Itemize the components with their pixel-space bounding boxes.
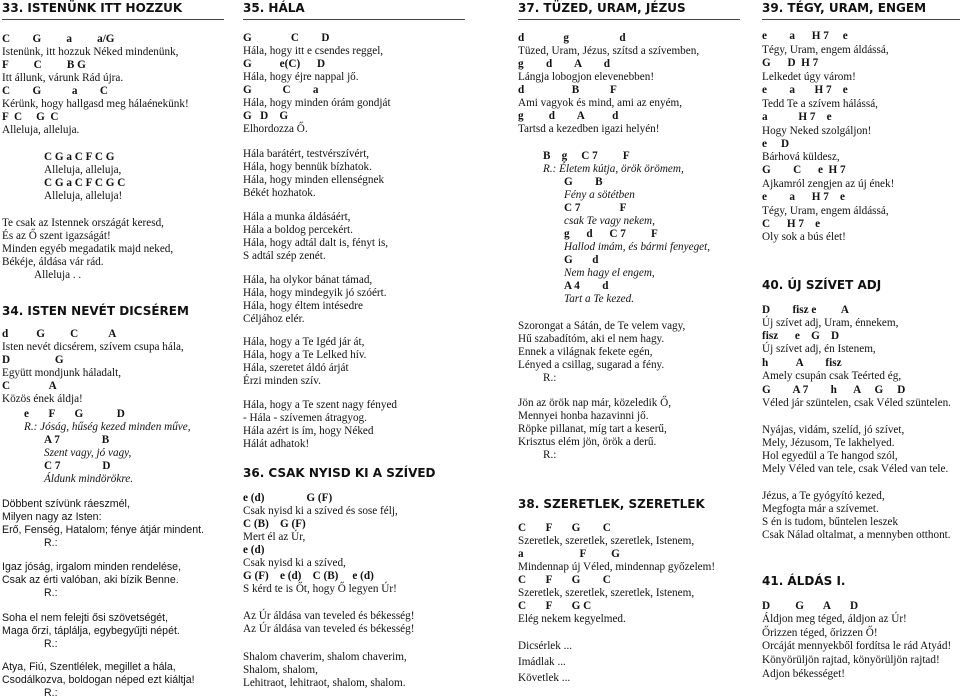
lyric-line: S én is tudom, bűntelen leszek: [762, 516, 899, 528]
chord-line: G C e H 7: [762, 164, 846, 176]
lyric-line: S kérd te is Őt, hogy Ő legyen Úr!: [243, 583, 397, 595]
lyric-line: Hála, hogy itt e csendes reggel,: [243, 45, 384, 57]
lyric-line: Hála, hogy adtál dalt is, fényt is,: [243, 237, 389, 249]
lyric-line: Csak Nálad oltalmat, a mennyben otthont.: [762, 529, 951, 541]
chord-line: fisz e G D: [762, 330, 840, 342]
lyric-line: Mindennap új Véled, mindennap győzelem!: [518, 561, 716, 573]
lyric-line: És az Ő szent igazságát!: [2, 230, 111, 242]
refrain-line: R.: Jóság, hűség kezed minden műve,: [24, 421, 191, 433]
song-title-41: 41. ÁLDÁS I.: [762, 574, 846, 588]
chord-line: G d: [564, 254, 599, 266]
chord-line: h A fisz: [762, 357, 842, 369]
lyric-line: Döbbent szívünk ráeszmél,: [2, 498, 130, 510]
lyric-line: Szeretlek, szeretlek, szeretlek, Istenem,: [518, 535, 695, 547]
lyric-line: Hála, hogy minden órám gondját: [243, 97, 391, 109]
refrain-marker: R.:: [44, 638, 58, 650]
lyric-line: Atya, Fiú, Szentlélek, megillet a hála,: [2, 661, 176, 673]
lyric-line: Hála, hogy a Te szent nagy fényed: [243, 399, 398, 411]
lyric-line: Bárhová küldesz,: [762, 151, 840, 163]
lyric-line: Áldjon meg téged, áldjon az Úr!: [762, 613, 907, 625]
chord-line: G D G: [243, 110, 289, 122]
refrain-line: Hallod imám, és bármi fenyeget,: [564, 241, 711, 253]
lyric-line: - Hála - szívemen átragyog.: [243, 412, 367, 424]
lyric-line: Hála azért is ím, hogy Néked: [243, 425, 374, 437]
refrain-line: Tart a Te kezed.: [564, 293, 635, 305]
lyric-line: Te csak az Istennek országát keresd,: [2, 217, 164, 229]
chord-line: D fisz e A: [762, 304, 850, 316]
lyric-line: Hű szabadítóm, aki el nem hagy.: [518, 333, 665, 345]
chord-line: C G a C: [2, 85, 108, 97]
lyric-line: Orcáját mennyekből fordítsa le rád Atyád!: [762, 640, 952, 652]
lyric-line: Közös ének áldja!: [2, 393, 83, 405]
lyric-line: Tartsd a kezedben igazi helyén!: [518, 123, 660, 135]
lyric-line: Alleluja . .: [34, 269, 82, 281]
chord-line: g d A d: [518, 110, 619, 122]
song-title-33: 33. ISTENÜNK ITT HOZZUK: [2, 1, 183, 15]
chord-line: A 4 d: [564, 280, 609, 292]
lyric-line: Csak nyisd ki a szíved és sose félj,: [243, 505, 398, 517]
chord-line: D G: [2, 354, 64, 366]
lyric-line: Maga őrzi, táplálja, egybegyűjti népét.: [2, 625, 180, 637]
lyric-line: Kérünk, hogy hallgasd meg hálaénekünk!: [2, 98, 189, 110]
chord-line: C G a C F C G C: [44, 177, 126, 189]
lyric-line: Alleluja, alleluja,: [44, 164, 122, 176]
lyric-line: Tégy, Uram, engem áldássá,: [762, 44, 889, 56]
lyric-line: Alleluja, alleluja.: [2, 124, 80, 136]
lyric-line: Hálát adhatok!: [243, 438, 310, 450]
chord-line: C H 7 e: [762, 218, 821, 230]
chord-line: B g C 7 F: [543, 150, 630, 162]
lyric-line: Hála a munka áldásáért,: [243, 211, 351, 223]
lyric-line: Céljához elér.: [243, 313, 305, 325]
lyric-line: Mert él az Úr,: [243, 531, 306, 543]
lyric-line: Tedd Te a szívem hálássá,: [762, 98, 878, 110]
title-underline: [518, 19, 740, 20]
chord-line: a F G: [518, 548, 620, 560]
chord-line: e (d): [243, 544, 265, 556]
chord-line: g d A d: [518, 58, 611, 70]
lyric-line: Csodálkozva, boldogan néped ezt kiáltja!: [2, 674, 195, 686]
lyric-line: Jön az örök nap már, közeledik Ő,: [518, 397, 672, 409]
song-title-34: 34. ISTEN NEVÉT DICSÉREM: [2, 304, 189, 318]
lyric-line: Ennek a világnak fekete egén,: [518, 346, 653, 358]
lyric-line: Hála, hogy mindegyik jó szóért.: [243, 287, 387, 299]
chord-line: g d C 7 F: [564, 228, 658, 240]
lyric-line: Hála barátért, testvérszívért,: [243, 148, 370, 160]
title-underline: [2, 19, 224, 20]
chord-line: G A 7 h A G D: [762, 384, 906, 396]
lyric-line: Shalom, shalom,: [243, 664, 318, 676]
chord-line: C G a C F C G: [44, 151, 115, 163]
lyric-line: S adtál szép zenét.: [243, 250, 326, 262]
chord-line: d g d: [518, 32, 626, 44]
lyric-line: Milyen nagy az Isten:: [2, 511, 102, 523]
lyric-line: Elhordozza Ő.: [243, 123, 308, 135]
lyric-line: Oly sok a bús élet!: [762, 231, 846, 243]
lyric-line: Tüzed, Uram, Jézus, szítsd a szívemben,: [518, 45, 700, 57]
lyric-line: Krisztus elém jön, örök a derű.: [518, 436, 657, 448]
lyric-line: Jézus, a Te gyógyító kezed,: [762, 490, 885, 502]
lyric-line: Minden egyéb megadatik majd neked,: [2, 243, 174, 255]
lyric-line: Lehitraot, lehitraot, shalom, shalom.: [243, 677, 406, 689]
song-title-35: 35. HÁLA: [243, 1, 305, 15]
song-title-40: 40. ÚJ SZÍVET ADJ: [762, 278, 882, 292]
lyric-line: Dicsérlek ...: [518, 640, 573, 652]
chord-line: C F G C: [518, 522, 611, 534]
lyric-line: Véled jár szüntelen, csak Véled szüntelen.: [762, 397, 951, 409]
lyric-line: Hála, ha olykor bánat támad,: [243, 274, 373, 286]
lyric-line: Új szívet adj, én Istenem,: [762, 343, 876, 355]
refrain-line: Fény a sötétben: [564, 189, 635, 201]
chord-line: G C D: [243, 32, 330, 44]
lyric-line: Hála, hogy minden ellenségnek: [243, 174, 385, 186]
lyric-line: Lelkedet úgy várom!: [762, 71, 856, 83]
lyric-line: Hol egyedül a Te hangod szól,: [762, 450, 898, 462]
lyric-line: Nyájas, vidám, szelíd, jó szívet,: [762, 424, 905, 436]
lyric-line: Követlek ...: [518, 672, 571, 684]
chord-line: C G a a/G: [2, 33, 115, 45]
chord-line: e F G D: [24, 408, 125, 420]
lyric-line: Békéje, áldása vár rád.: [2, 256, 104, 268]
chord-line: e a H 7 e: [762, 30, 848, 42]
song-title-37: 37. TÜZED, URAM, JÉZUS: [518, 1, 686, 15]
lyric-line: Érzi minden szív.: [243, 375, 321, 387]
lyric-line: Az Úr áldása van teveled és békesség!: [243, 623, 415, 635]
lyric-line: Shalom chaverim, shalom chaverim,: [243, 651, 407, 663]
lyric-line: Hála, hogy éjre nappal jő.: [243, 71, 359, 83]
lyric-line: Új szívet adj, Uram, énnekem,: [762, 317, 899, 329]
lyric-line: Istenünk, itt hozzuk Néked mindenünk,: [2, 46, 179, 58]
chord-line: G e(C) D: [243, 58, 326, 70]
chord-line: C A: [2, 380, 57, 392]
refrain-marker: R.:: [543, 449, 557, 461]
lyric-line: Ami vagyok és mind, ami az enyém,: [518, 97, 683, 109]
lyric-line: Röpke pillanat, míg tart a keserű,: [518, 423, 667, 435]
chord-line: C 7 D: [44, 460, 111, 472]
chord-line: a H 7 e: [762, 111, 832, 123]
chord-line: F C G C: [2, 111, 59, 123]
lyric-line: Megfogta már a szívemet.: [762, 503, 879, 515]
song-title-38: 38. SZERETLEK, SZERETLEK: [518, 497, 705, 511]
lyric-line: Szorongat a Sátán, de Te velem vagy,: [518, 320, 686, 332]
lyric-line: Békét hozhatok.: [243, 187, 316, 199]
title-underline: [243, 19, 465, 20]
refrain-marker: R.:: [543, 372, 557, 384]
chord-line: e D: [762, 138, 790, 150]
lyric-line: Elég nekem kegyelmed.: [518, 613, 626, 625]
lyric-line: Lényed a csillag, sugarad a fény.: [518, 359, 665, 371]
lyric-line: Adjon békességet!: [762, 668, 845, 680]
lyric-line: Alleluja, alleluja!: [44, 190, 123, 202]
lyric-line: Hála, hogy bennük bízhatok.: [243, 161, 372, 173]
refrain-line: R.: Életem kútja, örök örömem,: [543, 163, 684, 175]
lyric-line: Lángja lobogjon elevenebben!: [518, 71, 655, 83]
lyric-line: Hála, hogy a Te Igéd jár át,: [243, 336, 365, 348]
lyric-line: Ajkamról zengjen az új ének!: [762, 178, 895, 190]
chord-line: G (F) e (d) C (B) e (d): [243, 570, 374, 582]
lyric-line: Hála, szeretet áldó árját: [243, 362, 349, 374]
lyric-line: Hála a boldog percekért.: [243, 224, 353, 236]
refrain-line: Áldunk mindörökre.: [44, 473, 134, 485]
refrain-marker: R.:: [44, 587, 58, 599]
lyric-line: Hogy Neked szolgáljon!: [762, 125, 872, 137]
chord-line: D G A D: [762, 600, 859, 612]
chord-line: e a H 7 e: [762, 84, 848, 96]
lyric-line: Soha el nem felejti ősi szövetségét,: [2, 612, 169, 624]
lyric-line: Hála, hogy a Te Lelked hív.: [243, 349, 367, 361]
lyric-line: Csak az érti valóban, aki bízik Benne.: [2, 574, 179, 586]
refrain-marker: R.:: [44, 687, 58, 699]
lyric-line: Mely Véled van tele, csak Véled van tele.: [762, 463, 949, 475]
chord-line: d B F: [518, 84, 617, 96]
chord-line: G B: [564, 176, 603, 188]
lyric-line: Szeretlek, szeretlek, szeretlek, Istenem,: [518, 587, 695, 599]
lyric-line: Igaz jóság, irgalom minden rendelése,: [2, 561, 182, 573]
refrain-line: Nem hagy el engem,: [564, 267, 655, 279]
chord-line: F C B G: [2, 59, 86, 71]
chord-line: d G C A: [2, 328, 117, 340]
lyric-line: Hála, hogy éltem intésedre: [243, 300, 363, 312]
lyric-line: Mennyei honba hazavinni jő.: [518, 410, 649, 422]
refrain-marker: R.:: [44, 537, 58, 549]
lyric-line: Őrizzen téged, őrizzen Ő!: [762, 627, 878, 639]
lyric-line: Isten nevét dicsérem, szívem csupa hála,: [2, 341, 184, 353]
lyric-line: Imádlak ...: [518, 656, 566, 668]
chord-line: e (d) G (F): [243, 492, 333, 504]
chord-line: C (B) G (F): [243, 518, 306, 530]
chord-line: A 7 B: [44, 434, 110, 446]
lyric-line: Tégy, Uram, engem áldássá,: [762, 205, 889, 217]
chord-line: G C a: [243, 84, 319, 96]
lyric-line: Az Úr áldása van teveled és békesség!: [243, 610, 415, 622]
song-title-36: 36. CSAK NYISD KI A SZÍVED: [243, 466, 436, 480]
chord-line: C F G C: [518, 574, 611, 586]
title-underline: [762, 19, 960, 20]
refrain-line: Szent vagy, jó vagy,: [44, 447, 132, 459]
lyric-line: Erő, Fenség, Hatalom; fénye átjár mindent.: [2, 524, 204, 536]
chord-line: C 7 F: [564, 202, 627, 214]
chord-line: G D H 7: [762, 57, 819, 69]
lyric-line: Együtt mondjunk háladalt,: [2, 367, 122, 379]
lyric-line: Könyörüljön rajtad, könyörüljön rajtad!: [762, 654, 940, 666]
refrain-line: csak Te vagy nekem,: [564, 215, 655, 227]
lyric-line: Mely, Jézusom, Te lakhelyed.: [762, 437, 895, 449]
lyric-line: Itt állunk, várunk Rád újra.: [2, 72, 124, 84]
lyric-line: Csak nyisd ki a szíved,: [243, 557, 346, 569]
song-title-39: 39. TÉGY, URAM, ENGEM: [762, 1, 927, 15]
chord-line: e a H 7 e: [762, 191, 845, 203]
chord-line: C F G C: [518, 600, 592, 612]
lyric-line: Amely csupán csak Teérted ég,: [762, 370, 902, 382]
